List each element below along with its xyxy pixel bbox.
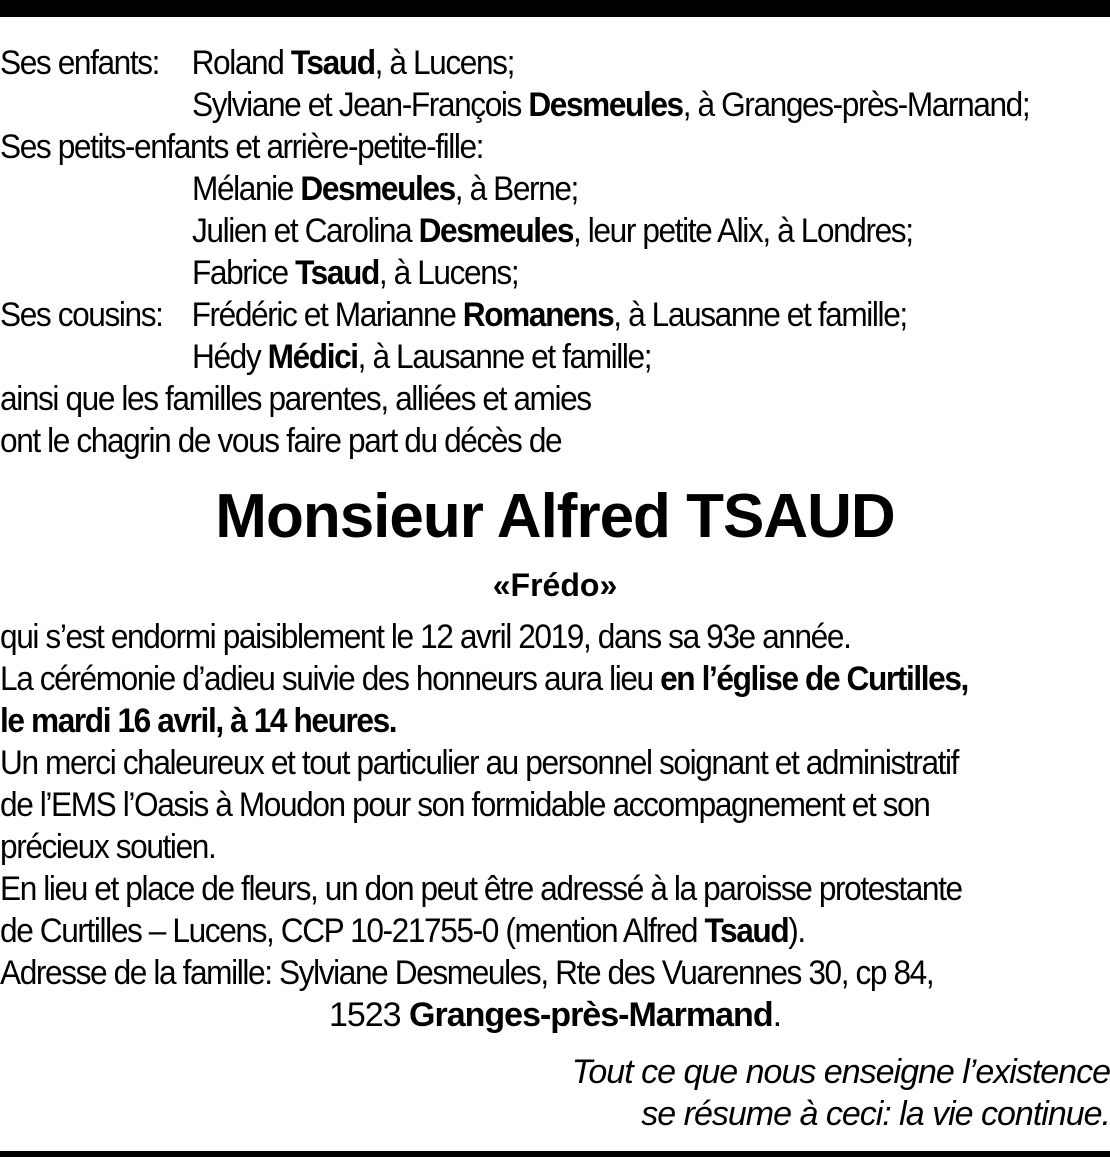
grandchild-line-1 — [192, 168, 1110, 210]
bottom-rule — [0, 1151, 1110, 1157]
top-rule — [0, 0, 1110, 17]
deceased-name: Monsieur Alfred TSAUD — [215, 482, 895, 551]
donation-prefix: de Curtilles – Lucens, CCP 10-21755-0 (mention Alfred — [0, 912, 705, 950]
quote-line-2: se résume à ceci: la vie continue. — [641, 1095, 1110, 1133]
cousins-line-2 — [192, 336, 1110, 378]
grandchild-line-3 — [192, 252, 1110, 294]
ceremony-date: le mardi 16 avril, à 14 heures. — [0, 702, 397, 740]
cousin2-place: , à Lausanne et famille; — [357, 338, 652, 376]
announce-line: ont le chagrin de vous faire part du décès de — [0, 422, 562, 460]
child1-first: Roland — [191, 44, 284, 82]
children-line-1 — [0, 42, 1032, 84]
donation-line-1: En lieu et place de fleurs, un don peut être adressé à la paroisse protestante — [0, 870, 962, 908]
children-label: Ses enfants: — [0, 44, 160, 82]
thanks-line-1: Un merci chaleureux et tout particulier au personnel soignant et administratif — [0, 744, 959, 782]
child2-last: Desmeules — [528, 86, 683, 124]
thanks-line-2: de l’EMS l’Oasis à Moudon pour son formidable accompagnement et son — [0, 786, 930, 824]
donation-line-2 — [0, 910, 1032, 952]
quote-line-1: Tout ce que nous enseigne l’existence — [571, 1053, 1110, 1091]
address-end: . — [772, 996, 782, 1034]
child2-first: Sylviane et Jean-François — [192, 86, 521, 124]
death-line: qui s’est endormi paisiblement le 12 avril 2019, dans sa 93e année. — [0, 618, 851, 656]
donation-name: Tsaud — [704, 912, 789, 950]
gc3-first: Fabrice — [192, 254, 288, 292]
cousin1-first: Frédéric et Marianne — [191, 296, 456, 334]
gc1-last: Desmeules — [300, 170, 455, 208]
address-zip: 1523 — [328, 996, 410, 1034]
child1-last: Tsaud — [290, 44, 375, 82]
cousins-line-1 — [0, 294, 1032, 336]
families-line: ainsi que les familles parentes, alliées et amies — [0, 380, 591, 418]
cousin2-last: Médici — [267, 338, 358, 376]
gc3-place: , à Lucens; — [378, 254, 519, 292]
gc2-place: , leur petite Alix, à Londres; — [573, 212, 913, 250]
grandchild-line-2 — [192, 210, 1110, 252]
gc1-place: , à Berne; — [454, 170, 578, 208]
gc3-last: Tsaud — [295, 254, 379, 292]
deceased-nickname: «Frédo» — [492, 567, 618, 603]
ceremony-prefix: La cérémonie d’adieu suivie des honneurs aura lieu — [0, 660, 661, 698]
gc2-first: Julien et Carolina — [192, 212, 412, 250]
cousin1-last: Romanens — [462, 296, 614, 334]
child1-place: , à Lucens; — [374, 44, 514, 82]
donation-suffix: ). — [788, 912, 805, 950]
address-town: Granges-près-Marmand — [409, 996, 773, 1034]
ceremony-line — [0, 658, 1032, 700]
cousins-label: Ses cousins: — [0, 296, 163, 334]
children-line-2 — [192, 84, 1110, 126]
thanks-line-3: précieux soutien. — [0, 828, 216, 866]
address-line-2 — [0, 994, 1110, 1036]
address-line-1: Adresse de la famille: Sylviane Desmeules, Rte des Vuarennes 30, cp 84, — [0, 954, 934, 992]
child2-place: , à Granges-près-Marnand; — [682, 86, 1030, 124]
gc1-first: Mélanie — [192, 170, 293, 208]
cousin1-place: , à Lausanne et famille; — [613, 296, 907, 334]
gc2-last: Desmeules — [418, 212, 574, 250]
ceremony-place: en l’église de Curtilles, — [660, 660, 968, 698]
grandchildren-label: Ses petits-enfants et arrière-petite-fille: — [0, 128, 484, 166]
cousin2-first: Hédy — [192, 338, 261, 376]
